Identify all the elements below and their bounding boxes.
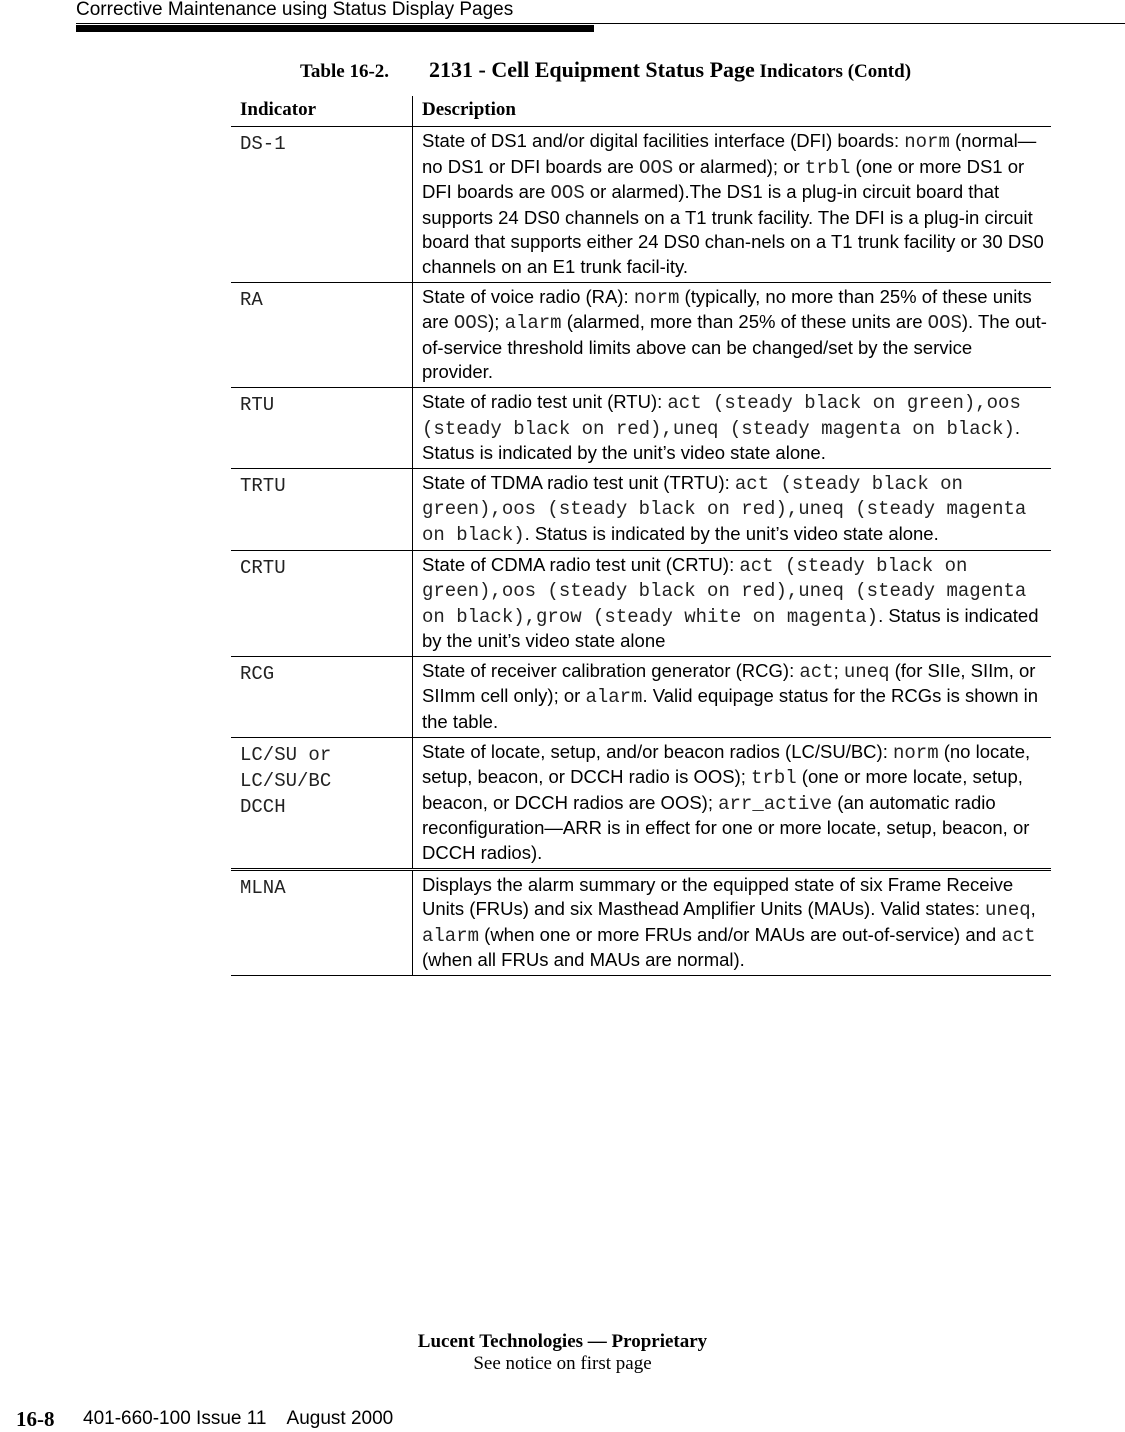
description-cell — [413, 550, 1052, 656]
table-caption — [300, 58, 1060, 84]
description-text: State of locate, setup, and/or beacon radios (LC/SU/BC): — [422, 740, 893, 762]
indicator-cell — [231, 550, 413, 656]
description-text: (one or more locate, setup, beacon, or DCCH radios are OOS); — [422, 766, 1023, 813]
indicator-name: DCCH — [240, 795, 286, 818]
description-text: . Status is indicated by the unit’s video state alone. — [524, 522, 939, 544]
description-text: . Status is indicated by the unit’s video state alone — [422, 604, 1039, 652]
description-text: State of CDMA radio test unit (CRTU): — [422, 553, 740, 575]
table-row — [231, 656, 1051, 737]
indicator-name: MLNA — [240, 876, 286, 899]
description-text: State of DS1 and/or digital facilities interface (DFI) boards: — [422, 130, 905, 151]
header-rule-thin — [76, 23, 1125, 24]
description-text: (normal—no DS1 or DFI boards are — [422, 130, 1037, 177]
table-row — [231, 550, 1051, 656]
table-row — [231, 387, 1051, 468]
description-cell — [413, 468, 1052, 550]
status-value: norm — [892, 741, 939, 764]
status-value: act — [799, 660, 834, 683]
running-header-title: Corrective Maintenance using Status Display Pages — [76, 0, 514, 20]
indicator-cell — [231, 468, 413, 550]
indicator-name: RTU — [240, 393, 275, 416]
indicator-name: RA — [240, 288, 263, 311]
description-column-header: Description — [413, 96, 1052, 127]
description-text: (typically, no more than 25% of these units are — [422, 285, 1032, 333]
description-text: . Status is indicated by the unit’s video state alone. — [422, 416, 1021, 464]
indicator-name: TRTU — [240, 474, 286, 497]
description-text: (for SIIe, SIIm, or SIImm cell only); or — [422, 659, 1036, 707]
indicator-name: LC/SU/BC — [240, 769, 332, 792]
status-value: uneq — [843, 660, 890, 683]
description-text: (when all FRUs and MAUs are normal). — [422, 949, 745, 971]
indicator-name: RCG — [240, 662, 275, 685]
status-value: norm — [633, 286, 680, 309]
footer-notice: See notice on first page — [473, 1353, 652, 1374]
description-text: State of voice radio (RA): — [422, 285, 634, 307]
indicator-column-header: Indicator — [231, 96, 413, 127]
status-value: OOS — [638, 156, 674, 179]
description-text: (an automatic radio reconfiguration—ARR is in effect for one or more locate, setup, beacon, or DCCH radios). — [422, 791, 1030, 864]
status-value: trbl — [804, 156, 851, 179]
status-value: arr_active — [718, 792, 833, 815]
status-value: alarm — [585, 686, 643, 709]
description-text: . Valid equipage status for the RCGs is shown in the table. — [422, 685, 1039, 733]
description-text: , — [1030, 898, 1036, 920]
status-value: OOS — [550, 182, 585, 205]
table-row — [231, 737, 1051, 869]
status-value: alarm — [422, 924, 480, 947]
description-text: ; — [833, 659, 844, 681]
indicator-cell — [231, 387, 413, 468]
description-text: State of radio test unit (RTU): — [422, 390, 668, 412]
table-caption-title: 2131 - Cell Equipment Status Page — [429, 57, 755, 82]
table-header-row — [231, 96, 1051, 127]
description-text: ); — [488, 311, 505, 333]
status-value: act — [1001, 924, 1036, 947]
status-value: OOS — [453, 312, 489, 335]
description-text: or alarmed).The DS1 is a plug-in circuit board that supports 24 DS0 channels on a T1 trunk facility. The DFI is a plug-in circuit board that supports either 24 DS0 chan-nels on a T1 trunk facility or 30 DS0 channels on an E1 trunk facil-ity. — [422, 181, 1044, 277]
footer-company: Lucent Technologies — Proprietary — [417, 1331, 708, 1352]
table-row — [231, 282, 1051, 387]
description-text: ). The out-of-service threshold limits above can be changed/set by the service provider. — [422, 311, 1047, 383]
status-value: uneq — [985, 899, 1031, 922]
document-id: 401-660-100 Issue 11 August 2000 — [83, 1408, 394, 1429]
description-cell — [413, 656, 1052, 737]
description-text: (no locate, setup, beacon, or DCCH radio is OOS); — [422, 740, 1031, 788]
indicator-cell — [231, 737, 413, 869]
description-text: State of TDMA radio test unit (TRTU): — [422, 471, 735, 493]
description-text: (when one or more FRUs and/or MAUs are out-of-service) and — [479, 923, 1002, 945]
indicator-cell — [231, 869, 413, 975]
indicator-cell — [231, 127, 413, 283]
status-value: act (steady black on green),oos (steady black on red),uneq (steady magenta on black) — [422, 391, 1021, 440]
status-value: OOS — [927, 312, 962, 335]
page-number: 16-8 — [16, 1407, 55, 1431]
description-text: (one or more DS1 or DFI boards are — [422, 155, 1025, 203]
status-value: act (steady black on green),oos (steady black on red),uneq (steady magenta on black) — [422, 472, 1027, 546]
indicator-name: LC/SU or — [240, 743, 332, 766]
status-value: alarm — [504, 312, 562, 335]
description-text: (alarmed, more than 25% of these units are — [561, 311, 928, 333]
indicator-name: CRTU — [240, 556, 286, 579]
description-cell — [413, 127, 1052, 283]
indicator-cell — [231, 282, 413, 387]
table-row — [231, 127, 1051, 283]
description-cell — [413, 282, 1052, 387]
description-text: State of receiver calibration generator (RCG): — [422, 659, 800, 681]
description-text: or alarmed); or — [673, 155, 805, 177]
status-value: norm — [904, 131, 950, 153]
table-caption-label: Table 16-2. — [300, 61, 390, 82]
description-cell — [413, 869, 1052, 975]
description-cell — [413, 737, 1052, 869]
description-text: Displays the alarm summary or the equipped state of six Frame Receive Units (FRUs) and six Masthead Amplifier Units (MAUs). Valid states: — [422, 873, 1014, 920]
header-rule-thick — [76, 25, 594, 32]
description-cell — [413, 387, 1052, 468]
status-value: trbl — [751, 767, 797, 790]
indicator-table — [231, 96, 1051, 976]
status-value: act (steady black on green),oos (steady black on red),uneq (steady magenta on black),grow (steady white on magenta) — [422, 554, 1027, 628]
table-row — [231, 869, 1051, 975]
indicator-cell — [231, 656, 413, 737]
table-body — [231, 127, 1051, 976]
table-caption-suffix: Indicators (Contd) — [754, 61, 912, 82]
table-row — [231, 468, 1051, 550]
indicator-name: DS-1 — [240, 133, 286, 155]
